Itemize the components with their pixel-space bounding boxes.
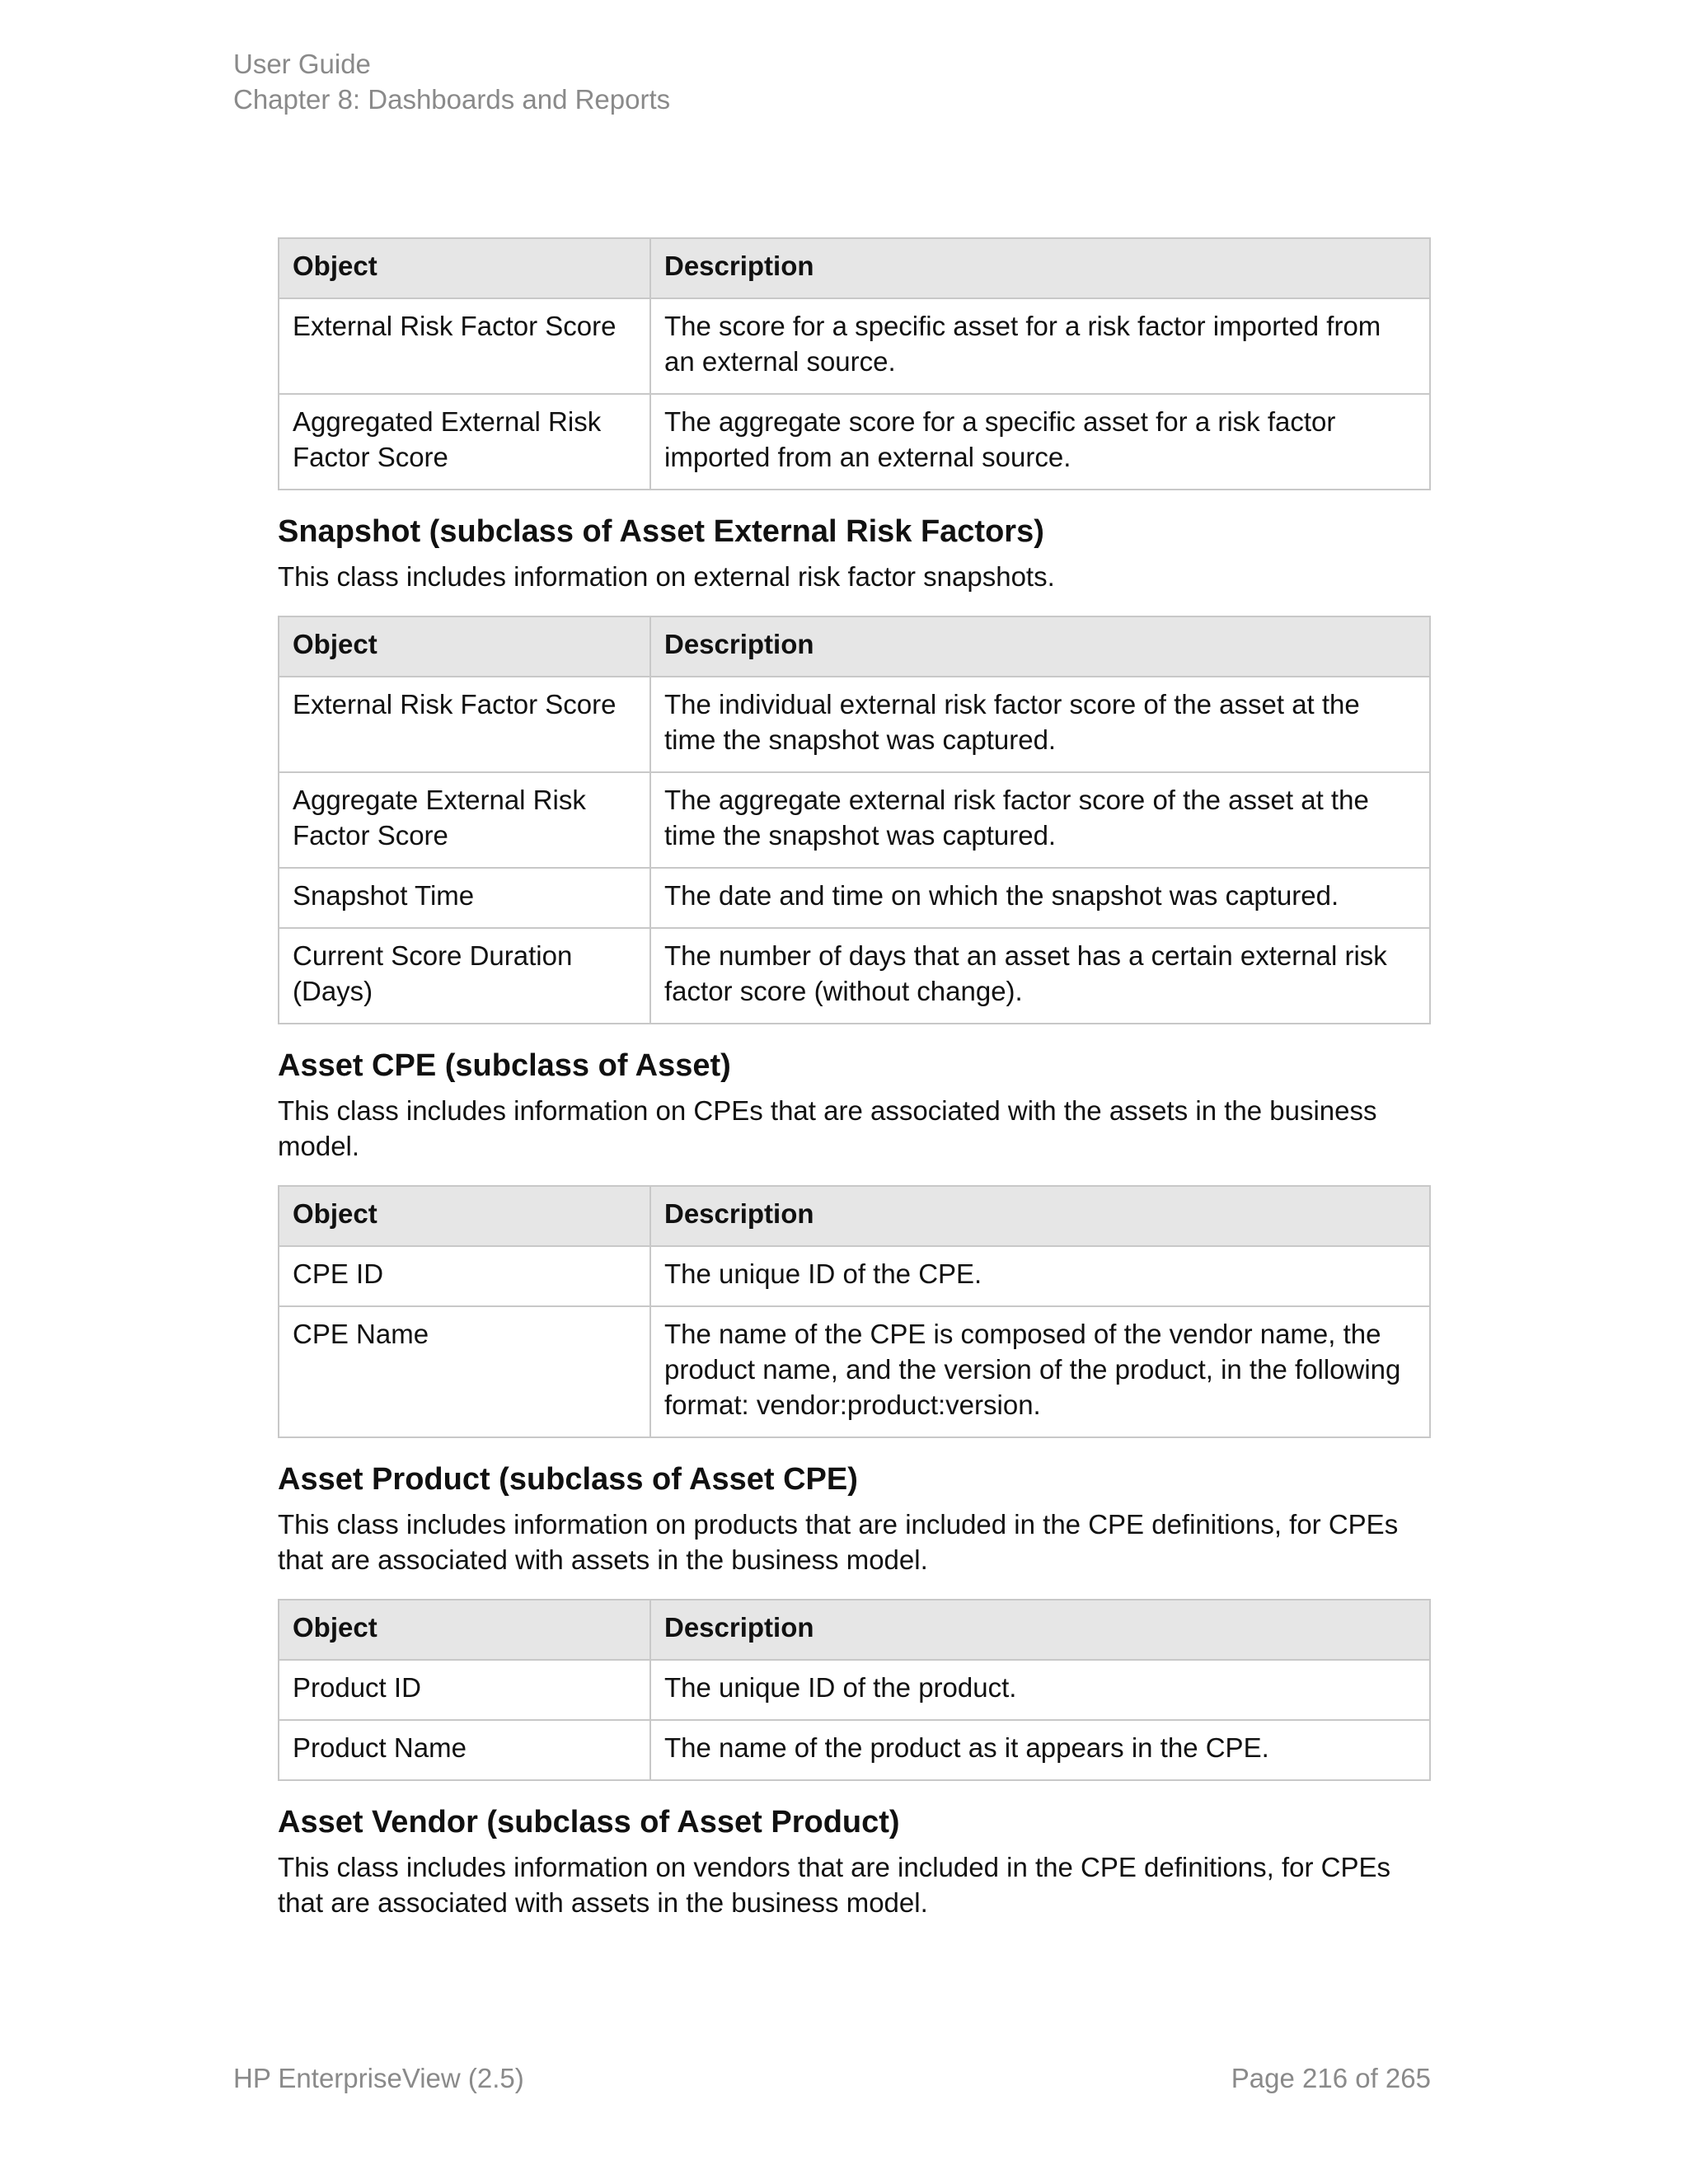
section-intro-asset-product: This class includes information on products that are included in the CPE definitions, for CPEs that are associated with assets in the business model. [278, 1509, 1399, 1575]
table-header-row [279, 238, 1430, 298]
section-heading-asset-cpe: Asset CPE (subclass of Asset) [278, 1048, 731, 1083]
description-cell: The number of days that an asset has a certain external risk factor score (without change). [650, 928, 1430, 1024]
table-row [279, 1720, 1430, 1780]
table-header-row [279, 1186, 1430, 1246]
header-guide-title: User Guide [233, 49, 371, 79]
object-cell: Aggregated External Risk Factor Score [279, 394, 650, 490]
description-cell: The score for a specific asset for a risk factor imported from an external source. [650, 298, 1430, 394]
table-header-row [279, 616, 1430, 677]
column-header-description: Description [650, 238, 1430, 298]
object-cell: External Risk Factor Score [279, 677, 650, 772]
section-intro-asset-cpe: This class includes information on CPEs that are associated with the assets in the business model. [278, 1095, 1377, 1161]
header-chapter-title: Chapter 8: Dashboards and Reports [233, 84, 671, 115]
object-cell: External Risk Factor Score [279, 298, 650, 394]
column-header-object: Object [279, 238, 650, 298]
section-heading-asset-product: Asset Product (subclass of Asset CPE) [278, 1462, 858, 1497]
table-row [279, 772, 1430, 868]
table-row [279, 1660, 1430, 1720]
table-row [279, 928, 1430, 1024]
object-cell: Current Score Duration (Days) [279, 928, 650, 1024]
section-heading-snapshot: Snapshot (subclass of Asset External Risk Factors) [278, 514, 1044, 549]
column-header-description: Description [650, 616, 1430, 677]
column-header-description: Description [650, 1600, 1430, 1660]
table-asset-product [278, 1599, 1431, 1781]
description-cell: The individual external risk factor score of the asset at the time the snapshot was captured. [650, 677, 1430, 772]
column-header-object: Object [279, 1186, 650, 1246]
table-row [279, 394, 1430, 490]
page-content [278, 237, 1431, 1942]
object-cell: Snapshot Time [279, 868, 650, 928]
column-header-description: Description [650, 1186, 1430, 1246]
section-heading-asset-vendor: Asset Vendor (subclass of Asset Product) [278, 1805, 900, 1840]
object-cell: Product Name [279, 1720, 650, 1780]
object-cell: Aggregate External Risk Factor Score [279, 772, 650, 868]
object-cell: CPE Name [279, 1306, 650, 1437]
column-header-object: Object [279, 1600, 650, 1660]
description-cell: The aggregate external risk factor score of the asset at the time the snapshot was captured. [650, 772, 1430, 868]
footer-product-name: HP EnterpriseView (2.5) [233, 2063, 524, 2093]
running-header [233, 46, 670, 117]
table-external-risk-factor-scores [278, 237, 1431, 490]
table-row [279, 1306, 1430, 1437]
object-cell: CPE ID [279, 1246, 650, 1306]
description-cell: The name of the product as it appears in the CPE. [650, 1720, 1430, 1780]
description-cell: The unique ID of the CPE. [650, 1246, 1430, 1306]
table-row [279, 1246, 1430, 1306]
object-cell: Product ID [279, 1660, 650, 1720]
section-intro-asset-vendor: This class includes information on vendors that are included in the CPE definitions, for CPEs that are associated with assets in the business model. [278, 1852, 1391, 1918]
column-header-object: Object [279, 616, 650, 677]
description-cell: The name of the CPE is composed of the vendor name, the product name, and the version of the product, in the following format: vendor:product:version. [650, 1306, 1430, 1437]
table-header-row [279, 1600, 1430, 1660]
description-cell: The aggregate score for a specific asset for a risk factor imported from an external source. [650, 394, 1430, 490]
table-snapshot [278, 616, 1431, 1024]
table-asset-cpe [278, 1185, 1431, 1438]
table-row [279, 868, 1430, 928]
description-cell: The unique ID of the product. [650, 1660, 1430, 1720]
table-row [279, 298, 1430, 394]
description-cell: The date and time on which the snapshot was captured. [650, 868, 1430, 928]
table-row [279, 677, 1430, 772]
footer-page-number: Page 216 of 265 [1231, 2063, 1431, 2093]
section-intro-snapshot: This class includes information on external risk factor snapshots. [278, 561, 1055, 592]
